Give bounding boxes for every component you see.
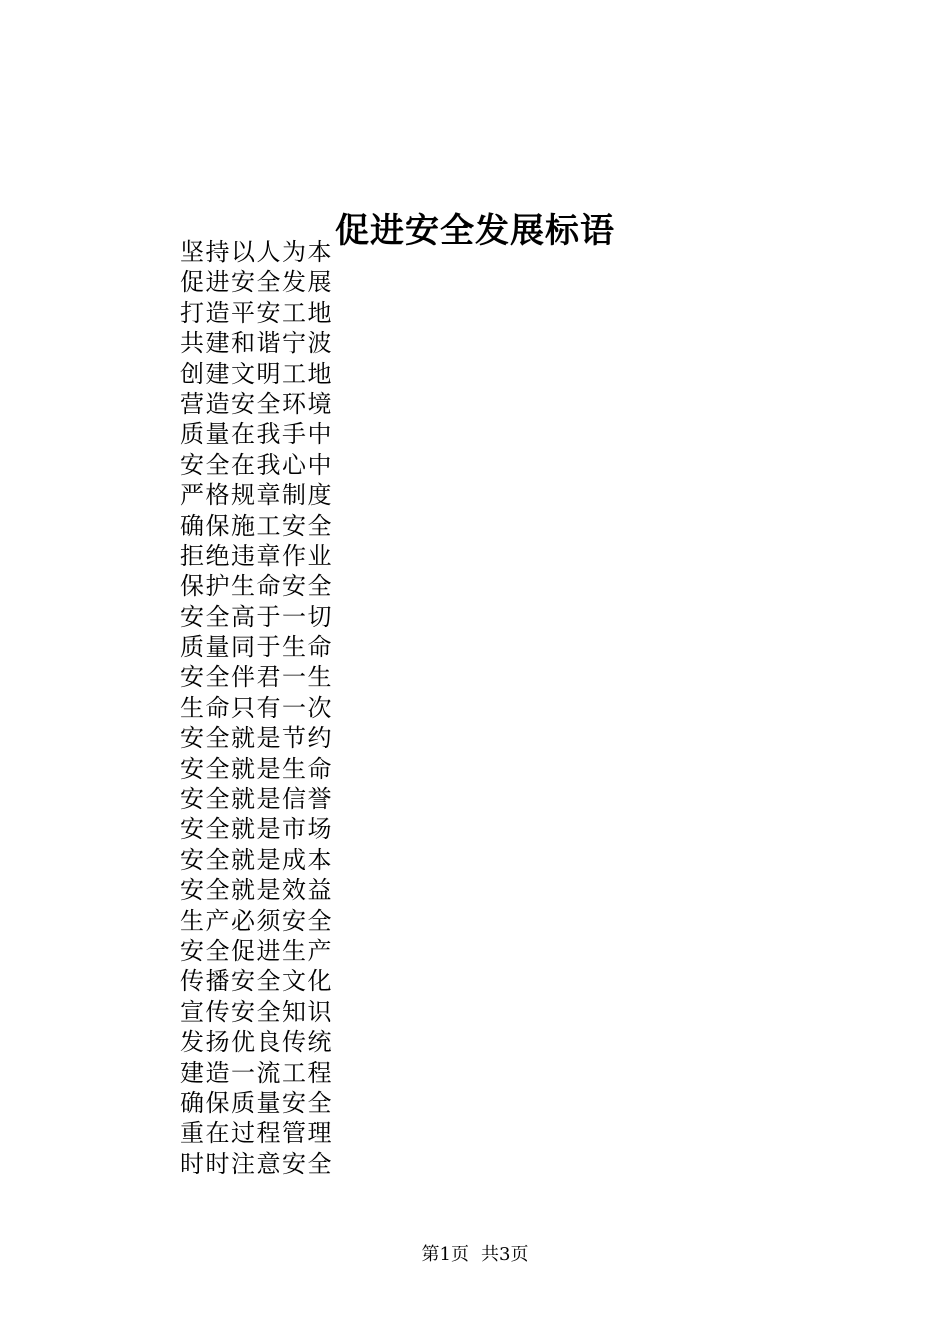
slogan-item: 促进安全发展 — [180, 268, 333, 297]
page-footer — [0, 1242, 950, 1268]
slogan-item: 安全就是信誉 — [180, 785, 333, 814]
slogan-item: 安全高于一切 — [180, 602, 333, 631]
slogan-list — [180, 237, 333, 1179]
page-number: 第1页 — [421, 1244, 469, 1265]
slogan-item: 共建和谐宁波 — [180, 329, 333, 358]
slogan-item: 建造一流工程 — [180, 1058, 333, 1087]
slogan-item: 质量同于生命 — [180, 633, 333, 662]
slogan-item: 宣传安全知识 — [180, 997, 333, 1026]
slogan-item: 安全就是生命 — [180, 754, 333, 783]
slogan-item: 严格规章制度 — [180, 481, 333, 510]
slogan-item: 保护生命安全 — [180, 572, 333, 601]
slogan-item: 传播安全文化 — [180, 967, 333, 996]
slogan-item: 生命只有一次 — [180, 693, 333, 722]
slogan-item: 质量在我手中 — [180, 420, 333, 449]
slogan-item: 发扬优良传统 — [180, 1028, 333, 1057]
slogan-item: 安全就是成本 — [180, 845, 333, 874]
slogan-item: 安全就是节约 — [180, 724, 333, 753]
slogan-item: 营造安全环境 — [180, 389, 333, 418]
slogan-item: 安全伴君一生 — [180, 663, 333, 692]
slogan-item: 坚持以人为本 — [180, 238, 333, 266]
slogan-item: 确保施工安全 — [180, 511, 333, 540]
slogan-item: 安全就是效益 — [180, 876, 333, 905]
slogan-item: 安全就是市场 — [180, 815, 333, 844]
slogan-item: 确保质量安全 — [180, 1088, 333, 1117]
slogan-item: 生产必须安全 — [180, 906, 333, 935]
slogan-item: 打造平安工地 — [180, 298, 333, 327]
page-title: 促进安全发展标语 — [335, 210, 615, 251]
slogan-item: 拒绝违章作业 — [180, 541, 333, 570]
slogan-item: 时时注意安全 — [180, 1149, 333, 1178]
slogan-item: 重在过程管理 — [180, 1119, 333, 1148]
slogan-item: 安全在我心中 — [180, 450, 333, 479]
slogan-item: 创建文明工地 — [180, 359, 333, 388]
page-total: 共3页 — [481, 1244, 529, 1265]
slogan-item: 安全促进生产 — [180, 936, 333, 965]
